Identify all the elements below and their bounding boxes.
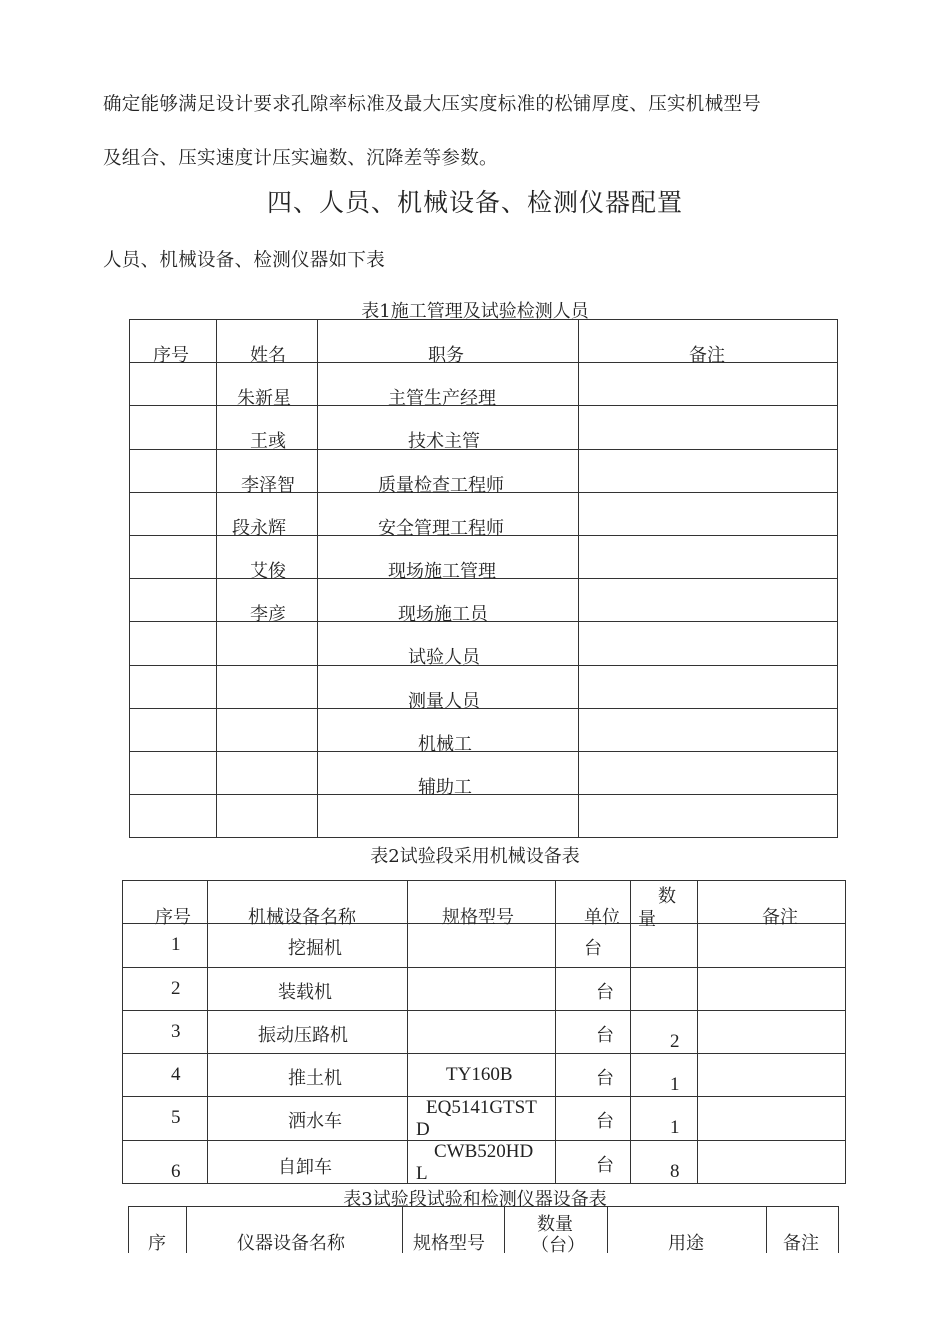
note-cell <box>579 406 838 449</box>
unit-cell <box>556 1140 631 1183</box>
header-cell <box>217 320 318 366</box>
role-cell <box>318 449 579 496</box>
role-cell <box>318 622 579 669</box>
seq-cell <box>130 665 217 708</box>
note-cell <box>579 363 838 406</box>
machine-name: 洒水车 <box>288 1111 342 1133</box>
note-cell <box>698 1054 846 1097</box>
machine-qty: 8 <box>670 1160 680 1182</box>
name-cell <box>217 795 318 838</box>
table-row <box>123 1010 846 1053</box>
model-cell <box>408 1054 556 1097</box>
machine-model-wrap: L <box>416 1162 428 1184</box>
machine-name: 振动压路机 <box>258 1024 348 1046</box>
machine-unit: 台 <box>596 1154 614 1176</box>
unit-cell <box>556 1010 631 1053</box>
header-cell <box>403 1207 505 1254</box>
header-use: 用途 <box>668 1233 704 1254</box>
name-cell <box>217 751 318 794</box>
person-role: 辅助工 <box>418 776 472 798</box>
model-cell <box>408 967 556 1010</box>
person-role: 安全管理工程师 <box>378 517 504 539</box>
machine-seq: 2 <box>171 977 181 999</box>
role-cell <box>318 535 579 582</box>
person-name: 李泽智 <box>241 474 295 496</box>
qty-cell <box>631 967 698 1010</box>
name-cell <box>217 708 318 751</box>
role-cell <box>318 751 579 798</box>
table-row <box>123 1097 846 1140</box>
note-cell <box>579 622 838 665</box>
table-row <box>130 363 838 406</box>
table-row <box>130 665 838 708</box>
table-row <box>130 579 838 622</box>
note-cell <box>579 535 838 578</box>
header-qty-top: 数 <box>658 886 676 907</box>
name-cell <box>217 449 318 496</box>
role-cell <box>318 665 579 712</box>
role-cell <box>318 492 579 539</box>
header-cell <box>318 320 579 366</box>
machine-qty: 1 <box>670 1117 680 1139</box>
name-cell <box>217 535 318 582</box>
note-cell <box>698 924 846 967</box>
role-cell <box>318 795 579 838</box>
seq-cell <box>123 1140 208 1183</box>
header-note: 备注 <box>762 907 798 928</box>
table-row <box>130 535 838 578</box>
note-cell <box>579 795 838 838</box>
seq-cell <box>130 406 217 449</box>
header-note: 备注 <box>783 1233 819 1254</box>
header-seq: 序号 <box>153 345 189 366</box>
machine-unit: 台 <box>584 938 602 960</box>
machine-qty: 2 <box>670 1030 680 1052</box>
header-name: 姓名 <box>250 345 286 366</box>
machine-seq: 3 <box>171 1020 181 1042</box>
header-role: 职务 <box>428 345 464 366</box>
machine-qty: 1 <box>670 1074 680 1096</box>
header-cell <box>123 881 208 928</box>
machine-name: 自卸车 <box>278 1156 332 1178</box>
unit-cell <box>556 967 631 1010</box>
person-role: 主管生产经理 <box>388 388 496 410</box>
personnel-table <box>129 319 838 838</box>
person-role: 试验人员 <box>408 647 480 669</box>
machine-seq: 1 <box>171 934 181 956</box>
person-name: 艾俊 <box>250 560 286 582</box>
name-cell <box>208 1010 408 1053</box>
machine-model: TY160B <box>446 1064 513 1086</box>
header-qty-bottom: （台） <box>531 1235 585 1256</box>
seq-cell <box>130 535 217 578</box>
header-cell <box>631 881 698 930</box>
note-cell <box>579 579 838 622</box>
person-name: 朱新星 <box>237 388 291 410</box>
role-cell <box>318 708 579 755</box>
header-qty-top: 数量 <box>537 1214 573 1235</box>
table-row <box>123 967 846 1010</box>
header-qty-bottom: 量 <box>638 909 656 930</box>
machine-model-wrap: D <box>416 1119 430 1141</box>
table-row <box>130 406 838 449</box>
person-role: 机械工 <box>418 733 472 755</box>
person-role: 质量检查工程师 <box>378 474 504 496</box>
header-cell <box>698 881 846 928</box>
person-role: 现场施工管理 <box>388 560 496 582</box>
table-row <box>130 708 838 751</box>
name-cell <box>217 579 318 626</box>
unit-cell <box>556 924 631 967</box>
name-cell <box>217 406 318 453</box>
role-cell <box>318 363 579 410</box>
table-row <box>123 1140 846 1183</box>
table-header-row <box>130 320 838 363</box>
header-model: 规格型号 <box>413 1233 485 1254</box>
table-header-row <box>129 1207 839 1254</box>
header-cell <box>579 320 838 366</box>
header-seq: 序 <box>148 1233 166 1254</box>
intro-line-2: 及组合、压实速度计压实遍数、沉降差等参数。 <box>103 148 498 169</box>
seq-cell <box>130 449 217 492</box>
person-name: 段永辉 <box>232 517 286 539</box>
name-cell <box>208 1054 408 1097</box>
person-role: 现场施工员 <box>398 604 488 626</box>
person-role: 测量人员 <box>408 690 480 712</box>
note-cell <box>579 708 838 751</box>
table-row <box>130 492 838 535</box>
name-cell <box>208 967 408 1010</box>
person-name: 李彦 <box>250 604 286 626</box>
seq-cell <box>130 708 217 751</box>
name-cell <box>217 492 318 539</box>
unit-cell <box>556 1097 631 1140</box>
note-cell <box>698 1140 846 1183</box>
note-cell <box>579 751 838 794</box>
name-cell <box>208 1140 408 1183</box>
table-row <box>130 795 838 838</box>
header-cell <box>129 1207 187 1254</box>
table-header-row <box>123 881 846 924</box>
section-heading: 四、人员、机械设备、检测仪器配置 <box>266 188 683 217</box>
name-cell <box>208 1097 408 1140</box>
table-row <box>130 751 838 794</box>
section-lead: 人员、机械设备、检测仪器如下表 <box>103 250 386 271</box>
name-cell <box>217 622 318 665</box>
name-cell <box>208 924 408 967</box>
header-cell <box>608 1207 767 1254</box>
table2-caption: 表2试验段采用机械设备表 <box>370 846 580 867</box>
seq-cell <box>130 751 217 794</box>
header-cell <box>208 881 408 928</box>
table-row <box>130 449 838 492</box>
model-cell <box>408 1140 556 1183</box>
seq-cell <box>130 795 217 838</box>
table3-caption: 表3试验段试验和检测仪器设备表 <box>343 1189 607 1210</box>
machine-seq: 6 <box>171 1160 181 1182</box>
note-cell <box>579 665 838 708</box>
machine-name: 挖掘机 <box>288 938 342 960</box>
note-cell <box>579 449 838 492</box>
header-cell <box>408 881 556 928</box>
unit-cell <box>556 1054 631 1097</box>
header-cell <box>556 881 631 928</box>
header-note: 备注 <box>689 345 725 366</box>
machine-seq: 4 <box>171 1064 181 1086</box>
machine-seq: 5 <box>171 1107 181 1129</box>
qty-cell <box>631 1054 698 1097</box>
header-cell <box>505 1207 608 1254</box>
model-cell <box>408 924 556 967</box>
table-row <box>130 622 838 665</box>
name-cell <box>217 363 318 410</box>
qty-cell <box>631 1140 698 1183</box>
qty-cell <box>631 924 698 967</box>
name-cell <box>217 665 318 708</box>
header-seq: 序号 <box>155 907 191 928</box>
note-cell <box>698 967 846 1010</box>
model-cell <box>408 1010 556 1053</box>
seq-cell <box>123 967 208 1010</box>
seq-cell <box>123 924 208 967</box>
header-cell <box>130 320 217 366</box>
instrument-table <box>128 1206 839 1256</box>
machine-unit: 台 <box>596 1111 614 1133</box>
machine-model: EQ5141GTST <box>426 1097 537 1119</box>
machine-name: 装载机 <box>278 981 332 1003</box>
machine-unit: 台 <box>596 981 614 1003</box>
machine-unit: 台 <box>596 1024 614 1046</box>
machine-unit: 台 <box>596 1068 614 1090</box>
header-unit: 单位 <box>584 907 620 928</box>
header-machine-name: 机械设备名称 <box>248 907 356 928</box>
seq-cell <box>130 492 217 535</box>
machine-name: 推土机 <box>288 1068 342 1090</box>
table-row <box>123 924 846 967</box>
seq-cell <box>123 1010 208 1053</box>
seq-cell <box>123 1097 208 1140</box>
table1-caption: 表1施工管理及试验检测人员 <box>361 301 589 322</box>
seq-cell <box>130 622 217 665</box>
note-cell <box>579 492 838 535</box>
machinery-table <box>122 880 846 1184</box>
note-cell <box>698 1097 846 1140</box>
note-cell <box>698 1010 846 1053</box>
person-role: 技术主管 <box>408 431 480 453</box>
seq-cell <box>123 1054 208 1097</box>
model-cell <box>408 1097 556 1140</box>
seq-cell <box>130 363 217 406</box>
header-model: 规格型号 <box>442 907 514 928</box>
person-name: 王彧 <box>250 431 286 453</box>
machine-model: CWB520HD <box>434 1140 534 1162</box>
intro-line-1: 确定能够满足设计要求孔隙率标准及最大压实度标准的松铺厚度、压实机械型号 <box>103 94 762 115</box>
role-cell <box>318 579 579 626</box>
role-cell <box>318 406 579 453</box>
qty-cell <box>631 1097 698 1140</box>
header-cell <box>187 1207 403 1254</box>
header-cell <box>767 1207 839 1254</box>
table-row <box>123 1054 846 1097</box>
qty-cell <box>631 1010 698 1053</box>
seq-cell <box>130 579 217 622</box>
header-instrument-name: 仪器设备名称 <box>237 1233 345 1254</box>
